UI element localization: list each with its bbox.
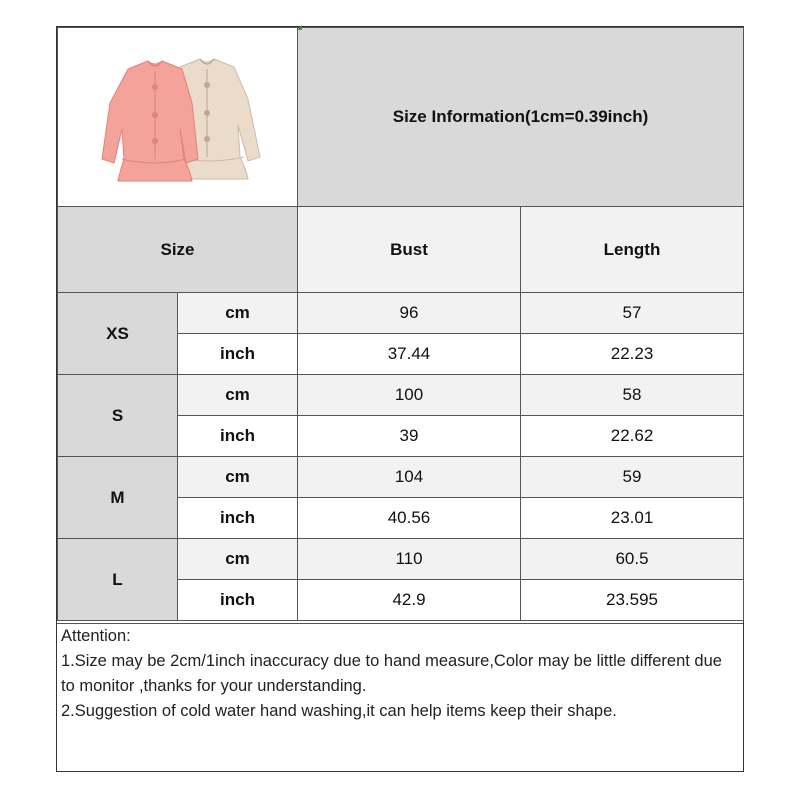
size-table bbox=[57, 27, 744, 621]
bust-value: 100 bbox=[298, 375, 521, 416]
corner-mark-icon bbox=[297, 25, 302, 30]
bust-value: 110 bbox=[298, 539, 521, 580]
size-chart bbox=[56, 26, 744, 772]
length-value: 59 bbox=[521, 457, 744, 498]
length-value: 58 bbox=[521, 375, 744, 416]
bust-value: 42.9 bbox=[298, 580, 521, 621]
bust-value: 39 bbox=[298, 416, 521, 457]
blouse-illustration bbox=[88, 29, 268, 205]
table-row bbox=[58, 457, 744, 498]
unit-inch: inch bbox=[178, 580, 298, 621]
table-row bbox=[58, 375, 744, 416]
column-header-length: Length bbox=[521, 207, 744, 293]
length-value: 23.595 bbox=[521, 580, 744, 621]
page-title: Size Information(1cm=0.39inch) bbox=[298, 28, 744, 207]
product-photo-cell bbox=[58, 28, 298, 207]
notes-line-2: 2.Suggestion of cold water hand washing,it can help items keep their shape. bbox=[61, 702, 617, 720]
attention-notes bbox=[57, 623, 743, 771]
bust-value: 104 bbox=[298, 457, 521, 498]
unit-inch: inch bbox=[178, 498, 298, 539]
table-row bbox=[58, 293, 744, 334]
bust-value: 40.56 bbox=[298, 498, 521, 539]
column-header-bust: Bust bbox=[298, 207, 521, 293]
product-photo bbox=[88, 29, 268, 205]
size-label-m: M bbox=[58, 457, 178, 539]
unit-cm: cm bbox=[178, 375, 298, 416]
length-value: 57 bbox=[521, 293, 744, 334]
unit-cm: cm bbox=[178, 293, 298, 334]
notes-line-1: 1.Size may be 2cm/1inch inaccuracy due to hand measure,Color may be little different due to monitor ,thanks for your understanding. bbox=[61, 652, 722, 695]
size-label-xs: XS bbox=[58, 293, 178, 375]
size-label-l: L bbox=[58, 539, 178, 621]
notes-heading: Attention: bbox=[61, 627, 131, 645]
size-label-s: S bbox=[58, 375, 178, 457]
bust-value: 37.44 bbox=[298, 334, 521, 375]
length-value: 22.23 bbox=[521, 334, 744, 375]
unit-cm: cm bbox=[178, 539, 298, 580]
unit-inch: inch bbox=[178, 416, 298, 457]
unit-inch: inch bbox=[178, 334, 298, 375]
length-value: 60.5 bbox=[521, 539, 744, 580]
length-value: 23.01 bbox=[521, 498, 744, 539]
unit-cm: cm bbox=[178, 457, 298, 498]
pink-blouse-icon bbox=[102, 61, 198, 181]
table-row bbox=[58, 539, 744, 580]
bust-value: 96 bbox=[298, 293, 521, 334]
length-value: 22.62 bbox=[521, 416, 744, 457]
size-header: Size bbox=[58, 207, 298, 293]
